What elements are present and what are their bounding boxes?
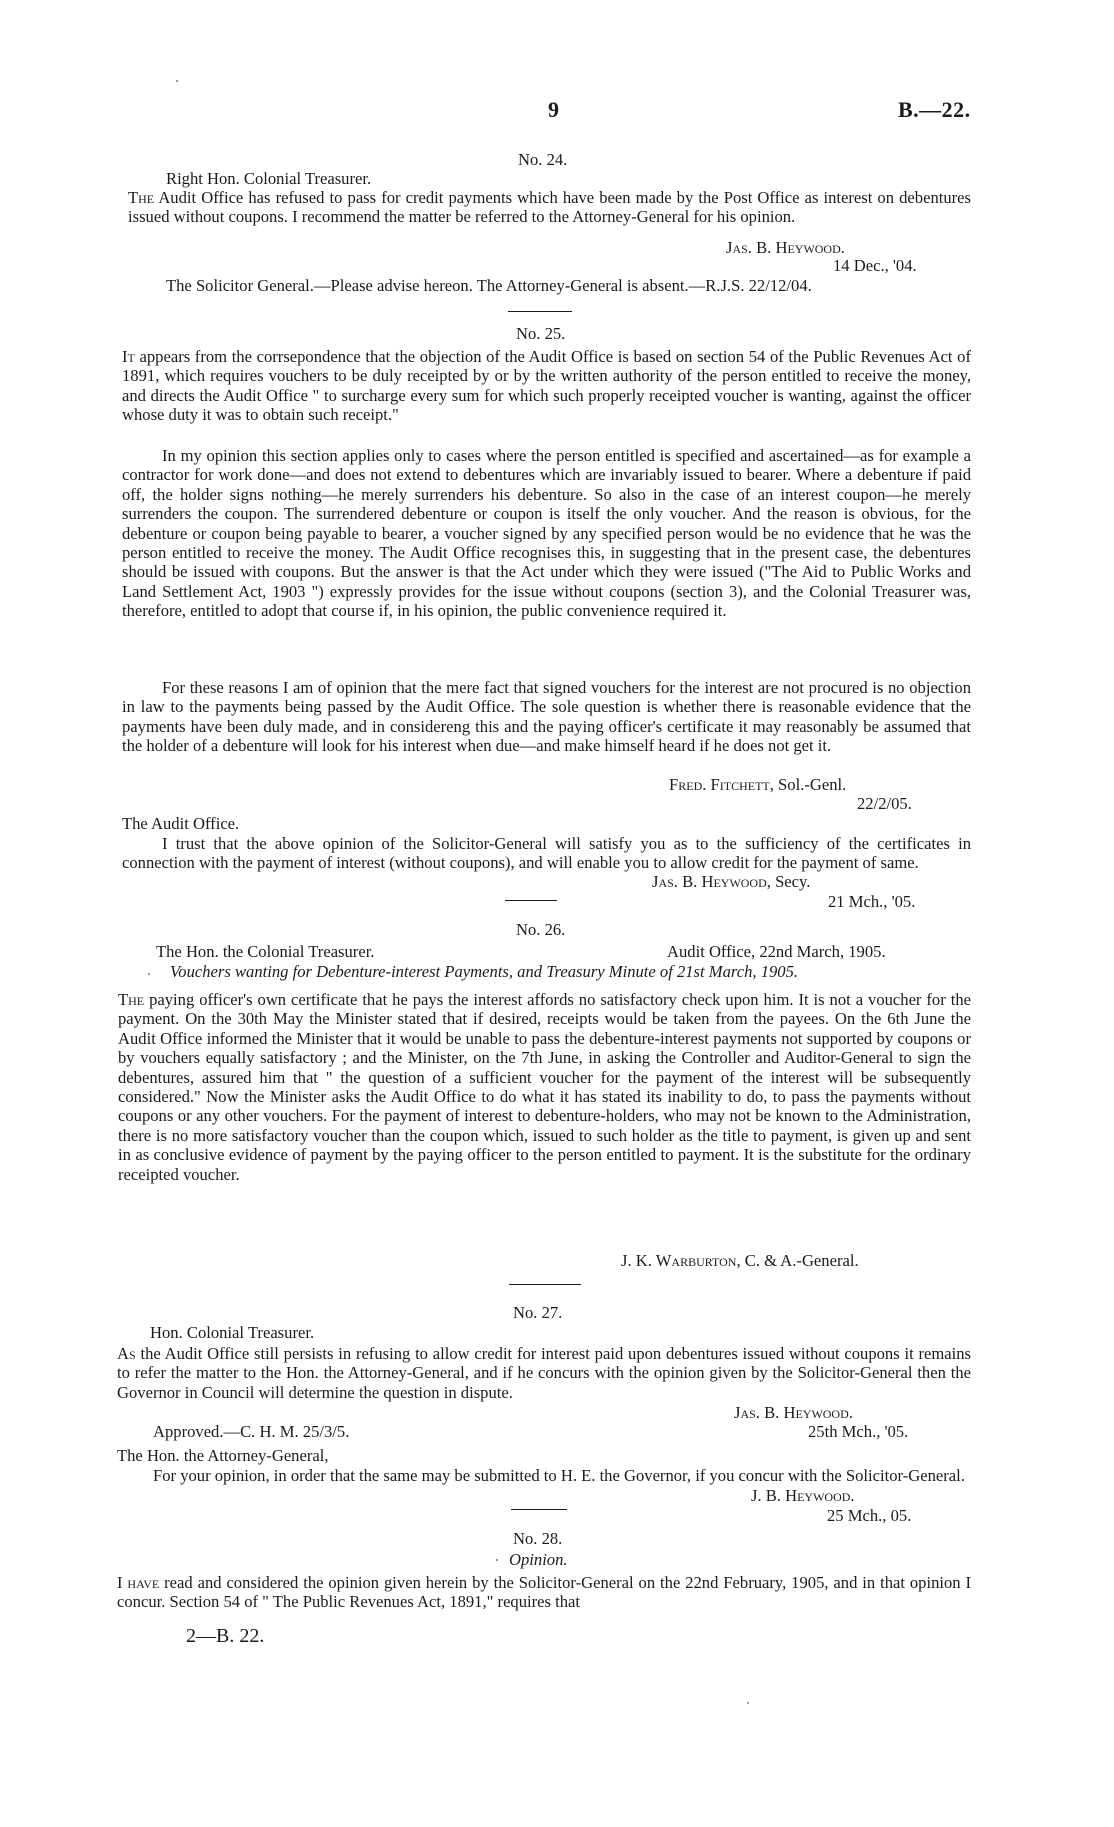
minute-signature: J. B. Heywood. [751,1486,855,1505]
memo-text: Audit Office has refused to pass for credit payments which have been made by the Post Office as interest on debentures issued without coupons. I recommend the matter be referred to the Attorney-General for his opinion. [128,188,971,227]
lead-word: The [128,188,155,207]
signature-line [669,775,846,794]
opinion-paragraph-3: For these reasons I am of opinion that the mere fact that signed vouchers for the interest are not procured is no objection in law to the payments being passed by the Audit Office. The sole question is whether there is reasonable evidence that the payments have been duly made, and in considereng this and the paying officer's certificate it may reasonably be assumed that the holder of a debenture will look for his interest when due—and make himself heard if he does not get it. [122,678,971,756]
section-divider [509,1284,581,1285]
section-divider [505,900,557,901]
minute-body: For your opinion, in order that the same may be submitted to H. E. the Governor, if you concur with the Solicitor-General. [153,1466,965,1485]
approval-note: Approved.—C. H. M. 25/3/5. [153,1422,350,1441]
section-divider [508,311,572,312]
minute-addressee: The Audit Office. [122,814,240,833]
opinion-paragraph-2: In my opinion this section applies only to cases where the person entitled is specified and ascertained—as for example a contractor for work done—and does not extend to debentures which are invariably issued to bearer. Where a debenture if paid off, the holder signs nothing—he merely surrenders his debenture. So also in the case of an interest coupon—he merely surrenders the coupon. The surrendered debenture or coupon is itself the only voucher. And the reason is obvious, for the debenture or coupon being payable to bearer, a voucher signed by any specified person would be no evidence that he was the person entitled to receive the money. The Audit Office recognises this, in suggesting that in the present case, the debentures should be issued with coupons. But the answer is that the Act under which they were issued ("The Aid to Public Works and Land Settlement Act, 1903 ") expressly provides for the issue without coupons (section 3), and the Colonial Treasurer was, therefore, entitled to adopt that course if, in his opinion, the public convenience required it. [122,446,971,621]
addressee: The Hon. the Colonial Treasurer. [156,942,375,961]
minute-date: 25 Mch., 05. [827,1506,912,1525]
scan-speck [176,80,178,82]
signature: Fred. Fitchett, [669,775,774,794]
minute-signature-line [652,872,810,891]
lead-word: I have [117,1573,160,1592]
signature-title: Secy. [775,872,811,891]
memo-body [117,1344,971,1402]
report-body [118,990,971,1184]
lead-word: It [122,347,135,366]
referral-note: The Solicitor General.—Please advise hereon. The Attorney-General is absent.—R.J.S. 22/12/04. [166,276,812,295]
place-and-date: Audit Office, 22nd March, 1905. [667,942,886,961]
signature: J. K. Warburton, [621,1251,741,1270]
scan-speck [148,973,150,975]
section-subheading: Opinion. [509,1550,568,1569]
addressee: Right Hon. Colonial Treasurer. [166,169,372,188]
addressee: Hon. Colonial Treasurer. [150,1323,315,1342]
paragraph-text: appears from the corrsepondence that the objection of the Audit Office is based on section 54 of the Public Revenues Act of 1891, which requires vouchers to be duly receipted by or by the written authority of the person entitled to receive the money, and directs the Audit Office " to surcharge every sum for which such properly receipted voucher is wanting, against the officer whose duty it was to obtain such receipt." [122,347,971,425]
minute-addressee: The Hon. the Attorney-General, [117,1446,329,1465]
section-heading: No. 26. [516,920,566,939]
lead-word: As [117,1344,136,1363]
memo-text: the Audit Office still persists in refusing to allow credit for interest paid upon debentures issued without coupons it remains to refer the matter to the Hon. the Attorney-General, and if he concurs with the opinion given by the Solicitor-General then the Governor in Council will determine the question in dispute. [117,1344,971,1402]
minute-date: 21 Mch., '05. [828,892,916,911]
signature: Jas. B. Heywood, [652,872,771,891]
opinion-text: read and considered the opinion given herein by the Solicitor-General on the 22nd February, 1905, and in that opinion I concur. Section 54 of " The Public Revenues Act, 1891," requires that [117,1573,971,1612]
opinion-date: 22/2/05. [857,794,912,813]
signature: Jas. B. Heywood. [726,238,845,257]
minute-body: I trust that the above opinion of the Solicitor-General will satisfy you as to the sufficiency of the certificates in connection with the payment of interest (without coupons), and will enable you to allow credit for the payment of same. [122,834,971,873]
signature: Jas. B. Heywood. [734,1403,853,1422]
memo-date: 25th Mch., '05. [808,1422,909,1441]
section-divider [511,1509,567,1510]
section-heading: No. 24. [518,150,568,169]
lead-word: The [118,990,145,1009]
subject-line: Vouchers wanting for Debenture-interest Payments, and Treasury Minute of 21st March, 1905. [170,962,799,981]
section-heading: No. 28. [513,1529,563,1548]
opinion-body [117,1573,971,1612]
sheet-signature-mark: 2—B. 22. [186,1625,265,1647]
signature-title: Sol.-Genl. [778,775,847,794]
memo-date: 14 Dec., '04. [833,256,917,275]
signature-title: C. & A.-General. [744,1251,859,1270]
scan-speck [747,1702,749,1704]
page-number: 9 [548,97,559,122]
scan-speck [496,1559,498,1561]
opinion-paragraph-1 [122,347,971,425]
signature-line [621,1251,859,1270]
memo-body [128,188,971,227]
report-text: paying officer's own certificate that he pays the interest affords no satisfactory check upon him. It is not a voucher for the payment. On the 30th May the Minister stated that if desired, receipts would be taken from the payees. On the 6th June the Audit Office informed the Minister that it would be unable to pass the debenture-interest payments not supported by coupons or by vouchers equally satisfactory ; and the Minister, on the 7th June, in asking the Controller and Auditor-General to sign the debentures, assured him that " the question of a sufficient voucher for the payment of the interest will be subsequently considered." Now the Minister asks the Audit Office to do what it has stated its inability to do, to pass the payments without coupons or any other vouchers. For the payment of interest to debenture-holders, who may not be known to the Administration, there is no more satisfactory voucher than the coupon which, issued to such holder as the title to payment, is given up and sent in as conclusive evidence of payment by the paying officer to the person entitled to payment. It is the substitute for the ordinary receipted voucher. [118,990,971,1184]
document-reference: B.—22. [898,97,971,122]
section-heading: No. 25. [516,324,566,343]
section-heading: No. 27. [513,1303,563,1322]
